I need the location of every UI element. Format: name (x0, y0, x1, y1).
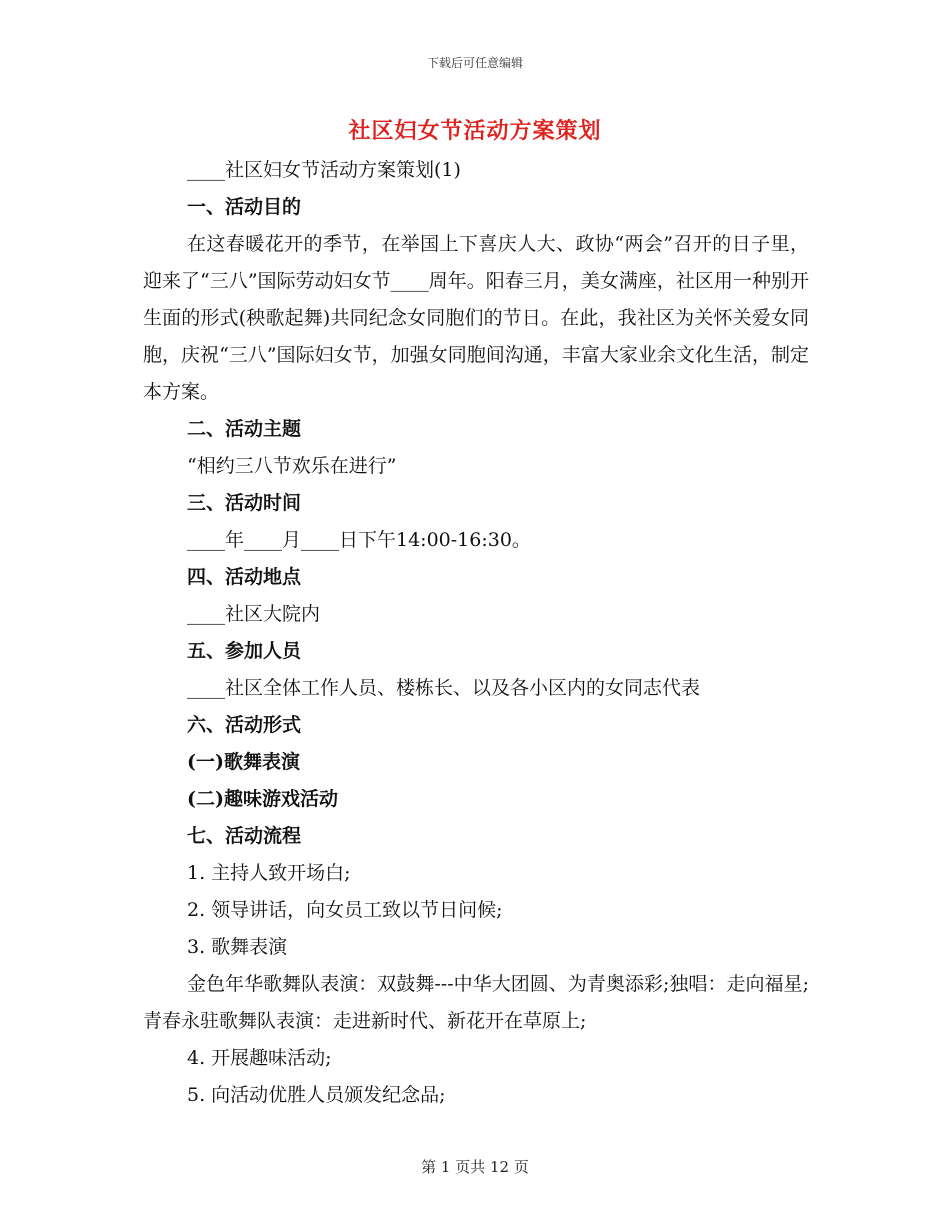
section-heading-time: 三、活动时间 (187, 492, 302, 514)
page-footer-number: 第 1 页共 12 页 (421, 1158, 529, 1176)
document-title: 社区妇女节活动方案策划 (348, 118, 602, 144)
section-text-theme: “相约三八节欢乐在进行” (187, 455, 397, 477)
section-text-location: ____社区大院内 (187, 603, 321, 625)
section-heading-format: 六、活动形式 (187, 714, 302, 736)
format-item-games: (二)趣味游戏活动 (187, 788, 338, 810)
section-heading-purpose: 一、活动目的 (187, 196, 302, 218)
section-heading-procedure: 七、活动流程 (187, 825, 302, 847)
format-item-song-dance: (一)歌舞表演 (187, 751, 300, 773)
section-heading-location: 四、活动地点 (187, 566, 302, 588)
procedure-step-1: 1. 主持人致开场白; (187, 862, 351, 884)
procedure-step-3-detail: 金色年华歌舞队表演：双鼓舞---中华大团圆、为青奥添彩;独唱：走向福星;青春永驻歌舞队表演：走进新时代、新花开在草原上; (143, 973, 809, 1032)
procedure-step-5: 5. 向活动优胜人员颁发纪念品; (187, 1084, 446, 1106)
section-heading-theme: 二、活动主题 (187, 418, 302, 440)
document-subtitle: ____社区妇女节活动方案策划(1) (187, 159, 461, 181)
section-text-time: ____年____月____日下午14:00-16:30。 (187, 529, 531, 551)
section-text-participants: ____社区全体工作人员、楼栋长、以及各小区内的女同志代表 (187, 677, 701, 699)
document-body (143, 152, 809, 1114)
page-header-note: 下载后可任意编辑 (426, 56, 523, 70)
section-paragraph-purpose: 在这春暖花开的季节，在举国上下喜庆人大、政协“两会”召开的日子里，迎来了“三八”国际劳动妇女节____周年。阳春三月，美女满座，社区用一种别开生面的形式(秧歌起舞)共同纪念女同胞们的节日。在此，我社区为关怀关爱女同胞，庆祝“三八”国际妇女节，加强女同胞间沟通，丰富大家业余文化生活，制定本方案。 (143, 233, 809, 403)
procedure-step-4: 4. 开展趣味活动; (187, 1047, 332, 1069)
section-heading-participants: 五、参加人员 (187, 640, 302, 662)
procedure-step-3: 3. 歌舞表演 (187, 936, 288, 958)
procedure-step-2: 2. 领导讲话，向女员工致以节日问候; (187, 899, 503, 921)
